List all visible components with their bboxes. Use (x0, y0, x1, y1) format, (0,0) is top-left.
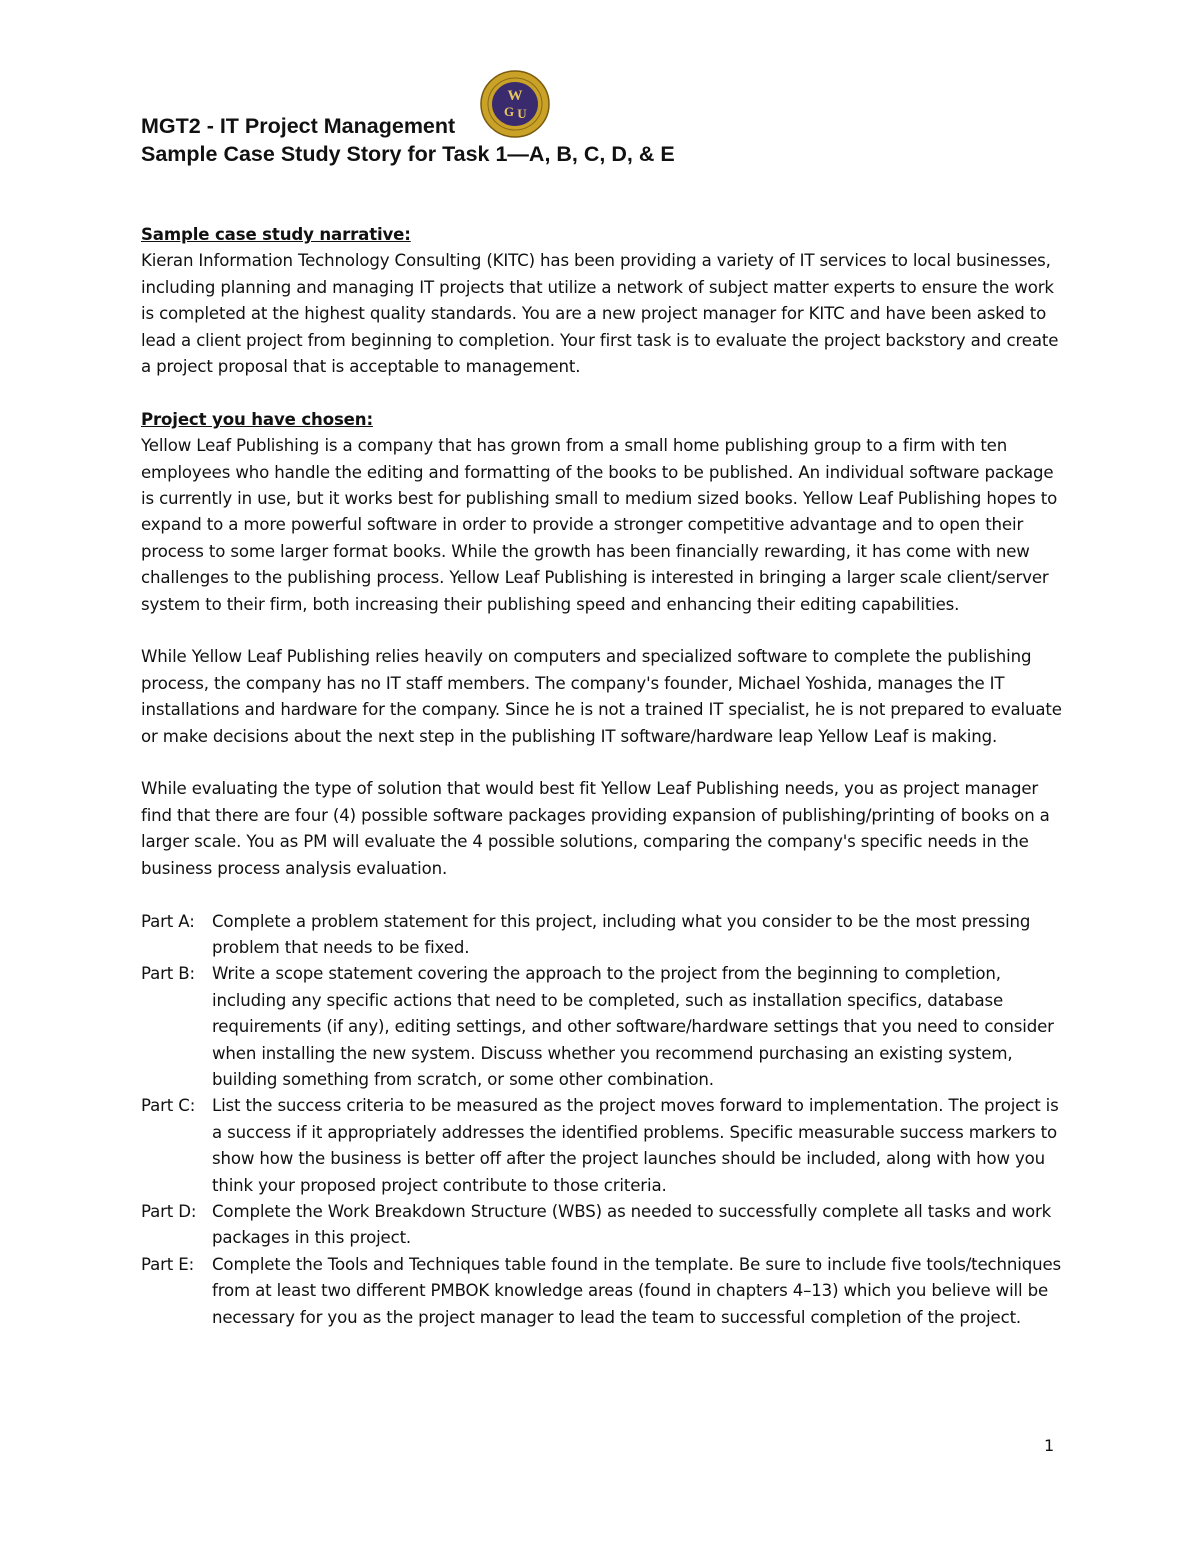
project-section (141, 407, 1071, 618)
part-text: Complete the Tools and Techniques table found in the template. Be sure to include five tools/techniques from at least two different PMBOK knowledge areas (found in chapters 4–13) which you believe will be necessary for you as the project manager to lead the team to successful completion of the project. (212, 1254, 1062, 1327)
part-text: Complete the Work Breakdown Structure (WBS) as needed to successfully complete all tasks and work packages in this project. (212, 1201, 1052, 1248)
part-label: Part D: (141, 1201, 197, 1221)
part-label: Part B: (141, 964, 195, 984)
document-body (141, 222, 1071, 1331)
part-text: Write a scope statement covering the approach to the project from the beginning to completion, including any specific actions that need to be completed, such as installation specifics, database requirements (if any), editing settings, and other software/hardware settings that you need to consider when installing the new system. Discuss whether you recommend purchasing an existing system, building something from scratch, or some other combination. (212, 964, 1054, 1089)
narrative-section (141, 222, 1071, 380)
svg-text:U: U (517, 106, 527, 121)
part-label: Part A: (141, 911, 195, 931)
document-subtitle: Sample Case Study Story for Task 1—A, B, C, D, & E (141, 142, 675, 166)
project-paragraph-3: While evaluating the type of solution that would best fit Yellow Leaf Publishing needs, you as project manager find that there are four (4) possible software packages providing expansion of publishing/printing of books on a larger scale. You as PM will evaluate the 4 possible solutions, comparing the company's specific needs in the business process analysis evaluation. (141, 779, 1050, 878)
project-heading: Project you have chosen: (141, 409, 373, 429)
narrative-text: Kieran Information Technology Consulting (KITC) has been providing a variety of IT services to local businesses, including planning and managing IT projects that utilize a network of subject matter experts to ensure the work is completed at the highest quality standards. You are a new project manager for KITC and have been asked to lead a client project from beginning to completion. Your first task is to evaluate the project backstory and create a project proposal that is acceptable to management. (141, 251, 1059, 377)
part-label: Part E: (141, 1254, 195, 1274)
part-item (141, 1252, 1071, 1331)
page-number: 1 (1044, 1436, 1055, 1455)
course-title: MGT2 - IT Project Management (141, 114, 456, 138)
part-text: Complete a problem statement for this project, including what you consider to be the most pressing problem that needs to be fixed. (212, 911, 1031, 957)
part-label: Part C: (141, 1096, 196, 1116)
part-item (141, 961, 1071, 1093)
task-parts-list (141, 909, 1071, 1332)
narrative-heading: Sample case study narrative: (141, 225, 411, 244)
svg-text:W: W (507, 88, 523, 104)
document-header (141, 112, 675, 168)
part-item (141, 1093, 1071, 1199)
part-item (141, 1199, 1071, 1252)
part-item (141, 909, 1071, 962)
svg-text:G: G (503, 104, 515, 119)
part-text: List the success criteria to be measured as the project moves forward to implementation. The project is a success if it appropriately addresses the identified problems. Specific measurable success markers to show how the business is better off after the project launches should be included, along with how you think your proposed project contribute to those criteria. (212, 1096, 1059, 1195)
project-paragraph-2: While Yellow Leaf Publishing relies heavily on computers and specialized software to complete the publishing process, the company has no IT staff members. The company's founder, Michael Yoshida, manages the IT installations and hardware for the company. Since he is not a trained IT specialist, he is not prepared to evaluate or make decisions about the next step in the publishing IT software/hardware leap Yellow Leaf is making. (141, 647, 1062, 746)
project-paragraph-1: Yellow Leaf Publishing is a company that has grown from a small home publishing group to a firm with ten employees who handle the editing and formatting of the books to be published. An individual software package is currently in use, but it works best for publishing small to medium sized books. Yellow Leaf Publishing hopes to expand to a more powerful software in order to provide a stronger competitive advantage and to open their process to some larger format books. While the growth has been financially rewarding, it has come with new challenges to the publishing process. Yellow Leaf Publishing is interested in bringing a larger scale client/server system to their firm, both increasing their publishing speed and enhancing their editing capabilities. (141, 436, 1058, 614)
